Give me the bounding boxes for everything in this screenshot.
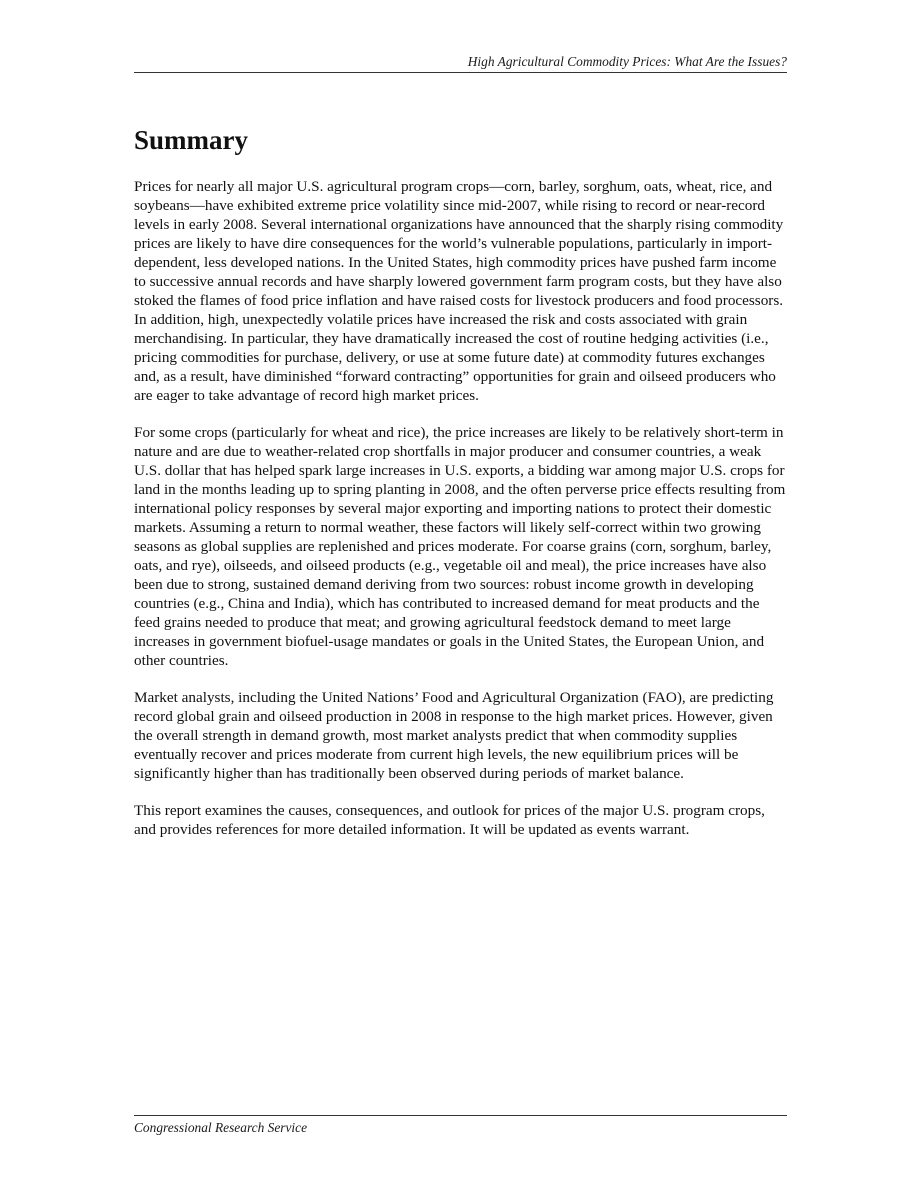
summary-paragraph: This report examines the causes, consequences, and outlook for prices of the major U.S. program crops, and provides references for more detailed information. It will be updated as events warrant. (134, 802, 765, 838)
summary-paragraph: Prices for nearly all major U.S. agricultural program crops—corn, barley, sorghum, oats, wheat, rice, and soybeans—have exhibited extreme price volatility since mid-2007, while rising to record or near-record levels in early 2008. Several international organizations have announced that the sharply rising commodity prices are likely to have dire consequences for the world’s vulnerable populations, particularly in import-dependent, less developed nations. In the United States, high commodity prices have pushed farm income to successive annual records and have sharply lowered government farm program costs, but they have also stoked the flames of food price inflation and have raised costs for livestock producers and food processors. In addition, high, unexpectedly volatile prices have increased the risk and costs associated with grain merchandising. In particular, they have dramatically increased the cost of routine hedging activities (i.e., pricing commodities for purchase, delivery, or use at some future date) at commodity futures exchanges and, as a result, have diminished “forward contracting” opportunities for grain and oilseed producers who are eager to take advantage of record high market prices. (134, 178, 784, 404)
running-footer: Congressional Research Service (134, 1120, 308, 1135)
section-title: Summary (134, 125, 248, 155)
footer-divider (134, 1115, 787, 1116)
summary-body (134, 177, 789, 857)
summary-paragraph: Market analysts, including the United Nations’ Food and Agricultural Organization (FAO), are predicting record global grain and oilseed production in 2008 in response to the high market prices. However, given the overall strength in demand growth, most market analysts predict that when commodity supplies eventually recover and prices moderate from current high levels, the new equilibrium prices will be significantly higher than has traditionally been observed during periods of market balance. (134, 689, 774, 782)
summary-paragraph: For some crops (particularly for wheat and rice), the price increases are likely to be relatively short-term in nature and are due to weather-related crop shortfalls in major producer and consumer countries, a weak U.S. dollar that has helped spark large increases in U.S. exports, a bidding war among major U.S. crops for land in the months leading up to spring planting in 2008, and the often perverse price effects resulting from international policy responses by several major exporting and importing nations to protect their domestic markets. Assuming a return to normal weather, these factors will likely self-correct within two growing seasons as global supplies are replenished and prices moderate. For coarse grains (corn, sorghum, barley, oats, and rye), oilseeds, and oilseed products (e.g., vegetable oil and meal), the price increases have also been due to strong, sustained demand deriving from two sources: robust income growth in developing countries (e.g., China and India), which has contributed to increased demand for meat products and the feed grains needed to produce that meat; and growing agricultural feedstock demand to meet large increases in government biofuel-usage mandates or goals in the United States, the European Union, and other countries. (134, 424, 786, 669)
running-header: High Agricultural Commodity Prices: What Are the Issues? (467, 54, 787, 69)
header-divider (134, 72, 787, 73)
